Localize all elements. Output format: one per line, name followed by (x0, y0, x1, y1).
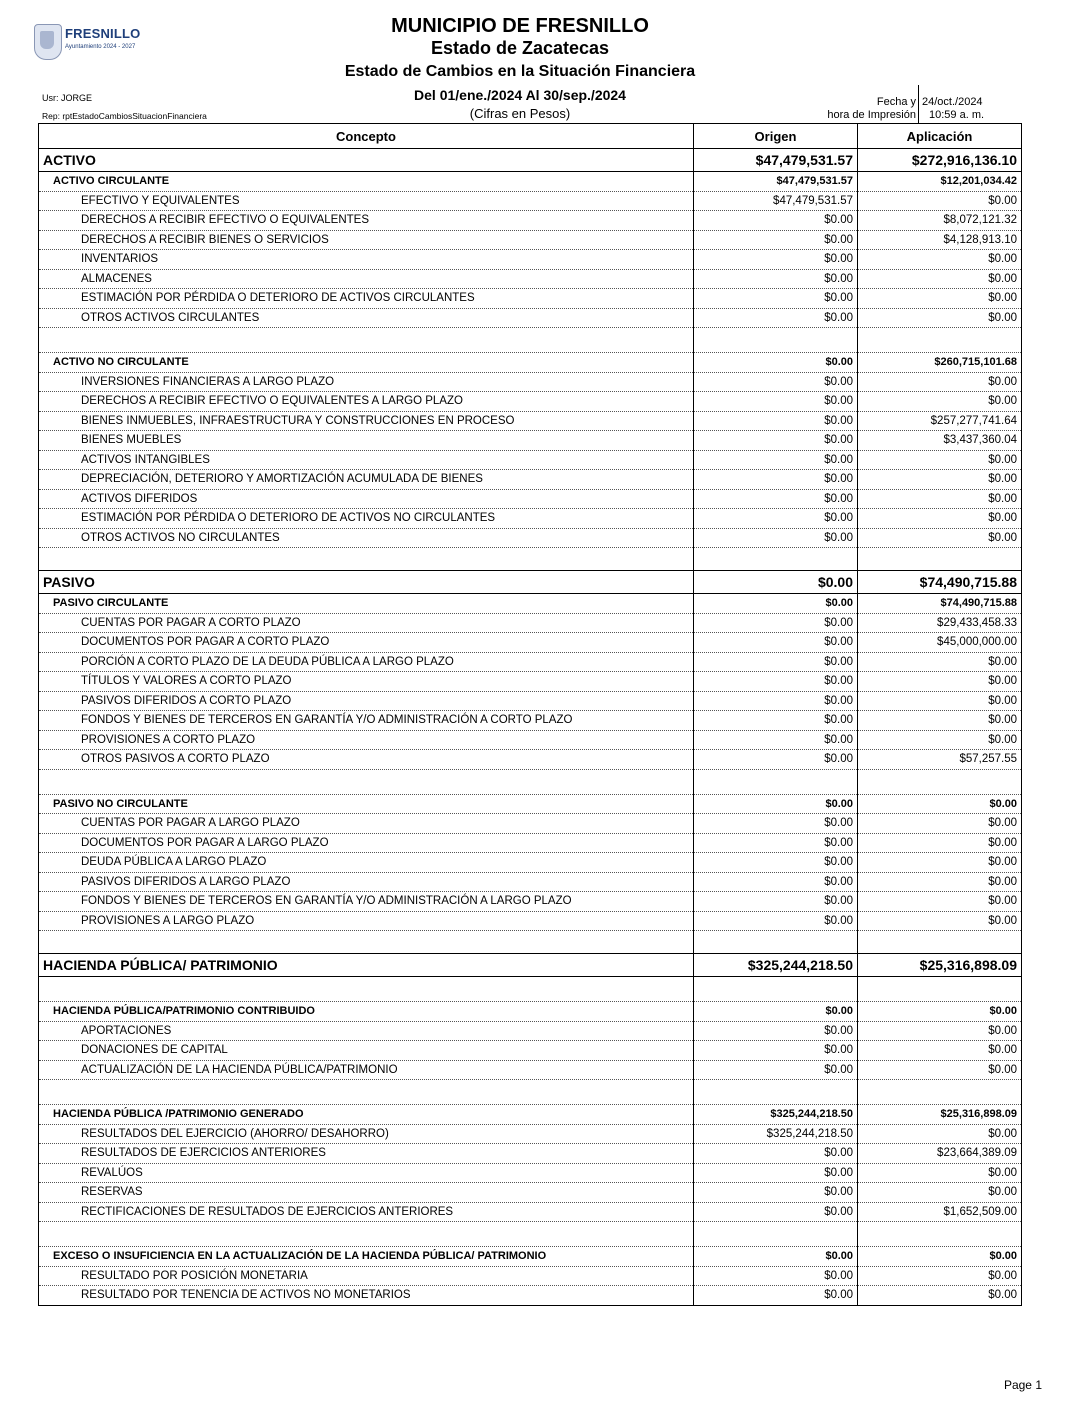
concepto-cell (39, 1080, 694, 1105)
aplicacion-cell: $0.00 (858, 711, 1022, 731)
origen-cell: $0.00 (694, 1266, 858, 1286)
aplicacion-cell: $0.00 (858, 1247, 1022, 1267)
aplicacion-cell: $0.00 (858, 672, 1022, 692)
aplicacion-cell: $74,490,715.88 (858, 571, 1022, 594)
aplicacion-cell: $0.00 (858, 691, 1022, 711)
table-row (39, 1002, 1022, 1022)
table-row (39, 328, 1022, 353)
origen-cell: $325,244,218.50 (694, 1124, 858, 1144)
concepto-cell: OTROS ACTIVOS CIRCULANTES (39, 308, 694, 328)
concepto-cell: PASIVO CIRCULANTE (39, 594, 694, 614)
concepto-cell: REVALÚOS (39, 1163, 694, 1183)
report-units: (Cifras en Pesos) (469, 106, 571, 121)
concepto-cell: TÍTULOS Y VALORES A CORTO PLAZO (39, 672, 694, 692)
table-row (39, 548, 1022, 571)
aplicacion-cell: $25,316,898.09 (858, 954, 1022, 977)
origen-cell: $0.00 (694, 1247, 858, 1267)
concepto-cell: RESULTADO POR POSICIÓN MONETARIA (39, 1266, 694, 1286)
origen-cell: $0.00 (694, 691, 858, 711)
origen-cell (694, 931, 858, 954)
origen-cell: $0.00 (694, 528, 858, 548)
concepto-cell: ACTIVOS DIFERIDOS (39, 489, 694, 509)
origen-cell (694, 1080, 858, 1105)
concepto-cell: DEUDA PÚBLICA A LARGO PLAZO (39, 853, 694, 873)
table-row (39, 431, 1022, 451)
print-date-label (827, 96, 916, 122)
concepto-cell: APORTACIONES (39, 1021, 694, 1041)
concepto-cell: ALMACENES (39, 269, 694, 289)
table-row (39, 814, 1022, 834)
table-row (39, 613, 1022, 633)
table-row (39, 1080, 1022, 1105)
table-row (39, 853, 1022, 873)
aplicacion-cell: $0.00 (858, 470, 1022, 490)
concepto-cell: DERECHOS A RECIBIR EFECTIVO O EQUIVALENTES A LARGO PLAZO (39, 392, 694, 412)
origen-cell: $0.00 (694, 853, 858, 873)
concepto-cell: FONDOS Y BIENES DE TERCEROS EN GARANTÍA Y/O ADMINISTRACIÓN A LARGO PLAZO (39, 892, 694, 912)
concepto-cell: CUENTAS POR PAGAR A LARGO PLAZO (39, 814, 694, 834)
aplicacion-cell: $23,664,389.09 (858, 1144, 1022, 1164)
aplicacion-cell (858, 548, 1022, 571)
aplicacion-cell (858, 328, 1022, 353)
table-row (39, 730, 1022, 750)
page-number: Page 1 (1003, 1378, 1042, 1392)
table-row (39, 1021, 1022, 1041)
concepto-cell: RESULTADOS DEL EJERCICIO (AHORRO/ DESAHORRO) (39, 1124, 694, 1144)
table-row (39, 633, 1022, 653)
report-id: Rep: rptEstadoCambiosSituacionFinanciera (42, 111, 207, 121)
concepto-cell (39, 328, 694, 353)
table-row (39, 489, 1022, 509)
aplicacion-cell: $0.00 (858, 833, 1022, 853)
table-row (39, 594, 1022, 614)
column-header-aplicacion: Aplicación (858, 124, 1022, 149)
concepto-cell: ACTIVO (39, 149, 694, 172)
origen-cell: $0.00 (694, 672, 858, 692)
aplicacion-cell: $0.00 (858, 892, 1022, 912)
aplicacion-cell (858, 931, 1022, 954)
origen-cell: $0.00 (694, 892, 858, 912)
concepto-cell (39, 977, 694, 1002)
origen-cell: $0.00 (694, 250, 858, 270)
concepto-cell: HACIENDA PÚBLICA/ PATRIMONIO (39, 954, 694, 977)
aplicacion-cell: $0.00 (858, 450, 1022, 470)
origen-cell: $0.00 (694, 750, 858, 770)
table-row (39, 1144, 1022, 1164)
aplicacion-cell: $0.00 (858, 289, 1022, 309)
aplicacion-cell: $0.00 (858, 911, 1022, 931)
column-header-concepto: Concepto (39, 124, 694, 149)
column-header-origen: Origen (694, 124, 858, 149)
concepto-cell (39, 1222, 694, 1247)
origen-cell (694, 1222, 858, 1247)
origen-cell: $325,244,218.50 (694, 954, 858, 977)
aplicacion-cell: $1,652,509.00 (858, 1202, 1022, 1222)
print-date-divider (918, 85, 919, 123)
table-row (39, 1105, 1022, 1125)
logo-subtitle: Ayuntamiento 2024 - 2027 (65, 44, 136, 50)
concepto-cell: HACIENDA PÚBLICA/PATRIMONIO CONTRIBUIDO (39, 1002, 694, 1022)
table-row (39, 750, 1022, 770)
origen-cell: $0.00 (694, 1163, 858, 1183)
origen-cell: $0.00 (694, 633, 858, 653)
origen-cell: $0.00 (694, 470, 858, 490)
origen-cell: $0.00 (694, 450, 858, 470)
origen-cell: $0.00 (694, 652, 858, 672)
origen-cell (694, 548, 858, 571)
concepto-cell: ACTIVOS INTANGIBLES (39, 450, 694, 470)
aplicacion-cell: $0.00 (858, 1002, 1022, 1022)
aplicacion-cell: $25,316,898.09 (858, 1105, 1022, 1125)
table-row (39, 372, 1022, 392)
table-row (39, 149, 1022, 172)
origen-cell: $0.00 (694, 269, 858, 289)
aplicacion-cell: $57,257.55 (858, 750, 1022, 770)
aplicacion-cell (858, 769, 1022, 794)
aplicacion-cell: $0.00 (858, 853, 1022, 873)
table-row (39, 269, 1022, 289)
table-row (39, 954, 1022, 977)
table-row (39, 528, 1022, 548)
table-row (39, 289, 1022, 309)
origen-cell: $0.00 (694, 1021, 858, 1041)
origen-cell: $0.00 (694, 372, 858, 392)
origen-cell (694, 977, 858, 1002)
aplicacion-cell: $0.00 (858, 730, 1022, 750)
concepto-cell: DOCUMENTOS POR PAGAR A LARGO PLAZO (39, 833, 694, 853)
concepto-cell: DERECHOS A RECIBIR EFECTIVO O EQUIVALENTES (39, 211, 694, 231)
table-row (39, 833, 1022, 853)
aplicacion-cell: $0.00 (858, 372, 1022, 392)
report-period: Del 01/ene./2024 Al 30/sep./2024 (414, 87, 626, 103)
report-name: Estado de Cambios en la Situación Financiera (344, 63, 696, 80)
table-row (39, 211, 1022, 231)
origen-cell: $0.00 (694, 794, 858, 814)
table-row (39, 470, 1022, 490)
origen-cell: $0.00 (694, 392, 858, 412)
concepto-cell: RESULTADOS DE EJERCICIOS ANTERIORES (39, 1144, 694, 1164)
aplicacion-cell: $45,000,000.00 (858, 633, 1022, 653)
origen-cell: $0.00 (694, 1202, 858, 1222)
table-row (39, 691, 1022, 711)
concepto-cell: PORCIÓN A CORTO PLAZO DE LA DEUDA PÚBLICA A LARGO PLAZO (39, 652, 694, 672)
table-header-row (39, 124, 1022, 149)
table-row (39, 1041, 1022, 1061)
aplicacion-cell: $74,490,715.88 (858, 594, 1022, 614)
origen-cell: $0.00 (694, 711, 858, 731)
origen-cell: $0.00 (694, 211, 858, 231)
aplicacion-cell: $0.00 (858, 1286, 1022, 1306)
aplicacion-cell (858, 977, 1022, 1002)
origen-cell (694, 328, 858, 353)
concepto-cell (39, 769, 694, 794)
concepto-cell: ACTIVO NO CIRCULANTE (39, 353, 694, 373)
origen-cell: $0.00 (694, 872, 858, 892)
aplicacion-cell: $272,916,136.10 (858, 149, 1022, 172)
financial-changes-table (38, 123, 1022, 1306)
print-time: 10:59 a. m. (929, 109, 985, 121)
table-row (39, 977, 1022, 1002)
report-state: Estado de Zacatecas (430, 38, 610, 58)
table-row (39, 411, 1022, 431)
concepto-cell: ACTUALIZACIÓN DE LA HACIENDA PÚBLICA/PATRIMONIO (39, 1060, 694, 1080)
aplicacion-cell: $0.00 (858, 1060, 1022, 1080)
aplicacion-cell: $0.00 (858, 872, 1022, 892)
print-date-label-line2: hora de Impresión (827, 109, 916, 121)
origen-cell: $0.00 (694, 308, 858, 328)
print-date: 24/oct./2024 (922, 96, 983, 108)
concepto-cell: DERECHOS A RECIBIR BIENES O SERVICIOS (39, 230, 694, 250)
aplicacion-cell: $29,433,458.33 (858, 613, 1022, 633)
table-row (39, 769, 1022, 794)
aplicacion-cell: $3,437,360.04 (858, 431, 1022, 451)
table-row (39, 1202, 1022, 1222)
concepto-cell: DOCUMENTOS POR PAGAR A CORTO PLAZO (39, 633, 694, 653)
origen-cell: $0.00 (694, 431, 858, 451)
table-row (39, 1247, 1022, 1267)
table-row (39, 1163, 1022, 1183)
concepto-cell: INVERSIONES FINANCIERAS A LARGO PLAZO (39, 372, 694, 392)
aplicacion-cell: $0.00 (858, 1041, 1022, 1061)
origen-cell: $47,479,531.57 (694, 191, 858, 211)
concepto-cell: ESTIMACIÓN POR PÉRDIDA O DETERIORO DE ACTIVOS NO CIRCULANTES (39, 509, 694, 529)
origen-cell: $0.00 (694, 833, 858, 853)
table-row (39, 872, 1022, 892)
aplicacion-cell: $0.00 (858, 392, 1022, 412)
concepto-cell: PASIVOS DIFERIDOS A LARGO PLAZO (39, 872, 694, 892)
aplicacion-cell: $0.00 (858, 509, 1022, 529)
concepto-cell: HACIENDA PÚBLICA /PATRIMONIO GENERADO (39, 1105, 694, 1125)
origen-cell (694, 769, 858, 794)
origen-cell: $0.00 (694, 353, 858, 373)
concepto-cell: PASIVOS DIFERIDOS A CORTO PLAZO (39, 691, 694, 711)
concepto-cell (39, 931, 694, 954)
table-row (39, 250, 1022, 270)
aplicacion-cell: $260,715,101.68 (858, 353, 1022, 373)
aplicacion-cell: $0.00 (858, 1266, 1022, 1286)
concepto-cell: ACTIVO CIRCULANTE (39, 172, 694, 192)
table-row (39, 652, 1022, 672)
user-label: Usr: JORGE (42, 93, 93, 103)
concepto-cell: DEPRECIACIÓN, DETERIORO Y AMORTIZACIÓN ACUMULADA DE BIENES (39, 470, 694, 490)
origen-cell: $0.00 (694, 1002, 858, 1022)
concepto-cell: RECTIFICACIONES DE RESULTADOS DE EJERCICIOS ANTERIORES (39, 1202, 694, 1222)
origen-cell: $47,479,531.57 (694, 172, 858, 192)
table-row (39, 392, 1022, 412)
concepto-cell: PASIVO (39, 571, 694, 594)
concepto-cell: PROVISIONES A LARGO PLAZO (39, 911, 694, 931)
aplicacion-cell: $0.00 (858, 1124, 1022, 1144)
concepto-cell: ESTIMACIÓN POR PÉRDIDA O DETERIORO DE ACTIVOS CIRCULANTES (39, 289, 694, 309)
origen-cell: $0.00 (694, 1183, 858, 1203)
origen-cell: $0.00 (694, 730, 858, 750)
aplicacion-cell: $4,128,913.10 (858, 230, 1022, 250)
aplicacion-cell (858, 1222, 1022, 1247)
origen-cell: $0.00 (694, 1041, 858, 1061)
concepto-cell: INVENTARIOS (39, 250, 694, 270)
origen-cell: $0.00 (694, 411, 858, 431)
table-row (39, 230, 1022, 250)
concepto-cell: DONACIONES DE CAPITAL (39, 1041, 694, 1061)
concepto-cell: PASIVO NO CIRCULANTE (39, 794, 694, 814)
aplicacion-cell: $0.00 (858, 1163, 1022, 1183)
origen-cell: $47,479,531.57 (694, 149, 858, 172)
logo-name: FRESNILLO (65, 26, 141, 41)
table-row (39, 1060, 1022, 1080)
table-row (39, 1286, 1022, 1306)
aplicacion-cell: $12,201,034.42 (858, 172, 1022, 192)
origen-cell: $0.00 (694, 911, 858, 931)
origen-cell: $0.00 (694, 1286, 858, 1306)
table-row (39, 672, 1022, 692)
origen-cell: $0.00 (694, 814, 858, 834)
table-row (39, 1266, 1022, 1286)
table-row (39, 509, 1022, 529)
origen-cell: $0.00 (694, 230, 858, 250)
table-row (39, 172, 1022, 192)
origen-cell: $0.00 (694, 571, 858, 594)
table-row (39, 571, 1022, 594)
concepto-cell: OTROS PASIVOS A CORTO PLAZO (39, 750, 694, 770)
origen-cell: $0.00 (694, 289, 858, 309)
aplicacion-cell: $0.00 (858, 191, 1022, 211)
aplicacion-cell: $0.00 (858, 489, 1022, 509)
table-row (39, 892, 1022, 912)
aplicacion-cell: $0.00 (858, 528, 1022, 548)
concepto-cell: EXCESO O INSUFICIENCIA EN LA ACTUALIZACIÓN DE LA HACIENDA PÚBLICA/ PATRIMONIO (39, 1247, 694, 1267)
concepto-cell: BIENES MUEBLES (39, 431, 694, 451)
origen-cell: $0.00 (694, 1060, 858, 1080)
table-row (39, 1183, 1022, 1203)
aplicacion-cell: $8,072,121.32 (858, 211, 1022, 231)
origen-cell: $0.00 (694, 489, 858, 509)
print-date-label-line1: Fecha y (876, 96, 916, 108)
aplicacion-cell: $0.00 (858, 652, 1022, 672)
table-row (39, 308, 1022, 328)
concepto-cell (39, 548, 694, 571)
aplicacion-cell: $0.00 (858, 794, 1022, 814)
print-date-value (922, 96, 984, 122)
concepto-cell: BIENES INMUEBLES, INFRAESTRUCTURA Y CONSTRUCCIONES EN PROCESO (39, 411, 694, 431)
table-row (39, 911, 1022, 931)
aplicacion-cell: $0.00 (858, 814, 1022, 834)
origen-cell: $0.00 (694, 1144, 858, 1164)
aplicacion-cell: $0.00 (858, 308, 1022, 328)
table-row (39, 1222, 1022, 1247)
table-row (39, 711, 1022, 731)
origen-cell: $0.00 (694, 613, 858, 633)
concepto-cell: PROVISIONES A CORTO PLAZO (39, 730, 694, 750)
table-row (39, 450, 1022, 470)
aplicacion-cell: $257,277,741.64 (858, 411, 1022, 431)
table-row (39, 1124, 1022, 1144)
concepto-cell: CUENTAS POR PAGAR A CORTO PLAZO (39, 613, 694, 633)
table-row (39, 353, 1022, 373)
concepto-cell: RESULTADO POR TENENCIA DE ACTIVOS NO MONETARIOS (81, 1289, 411, 1302)
concepto-cell: FONDOS Y BIENES DE TERCEROS EN GARANTÍA Y/O ADMINISTRACIÓN A CORTO PLAZO (39, 711, 694, 731)
origen-cell: $0.00 (694, 594, 858, 614)
table-row (39, 191, 1022, 211)
table-row (39, 931, 1022, 954)
aplicacion-cell: $0.00 (858, 250, 1022, 270)
aplicacion-cell: $0.00 (858, 1021, 1022, 1041)
table-row (39, 794, 1022, 814)
table-body (39, 149, 1022, 1306)
concepto-cell: RESERVAS (39, 1183, 694, 1203)
aplicacion-cell (858, 1080, 1022, 1105)
aplicacion-cell: $0.00 (858, 269, 1022, 289)
concepto-cell: EFECTIVO Y EQUIVALENTES (39, 191, 694, 211)
report-entity-title: MUNICIPIO DE FRESNILLO (391, 15, 649, 37)
origen-cell: $325,244,218.50 (694, 1105, 858, 1125)
concepto-cell: OTROS ACTIVOS NO CIRCULANTES (39, 528, 694, 548)
aplicacion-cell: $0.00 (858, 1183, 1022, 1203)
origen-cell: $0.00 (694, 509, 858, 529)
